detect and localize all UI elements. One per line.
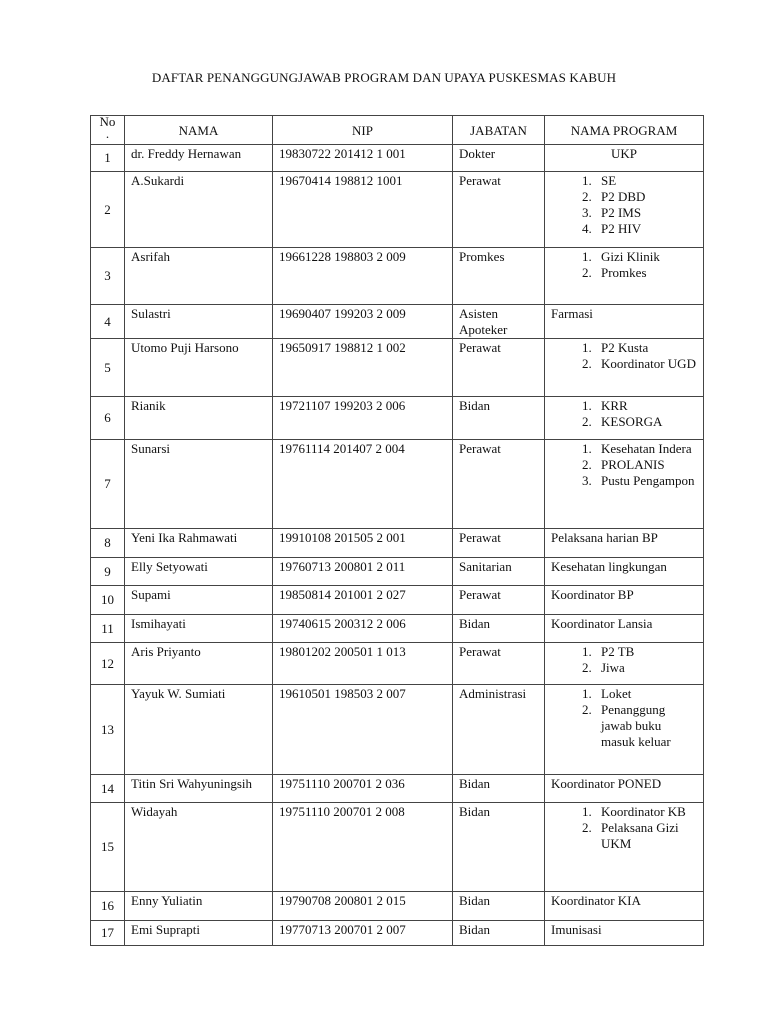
nip-cell: 19910108 201505 2 001	[273, 529, 453, 558]
row-number: 17	[91, 921, 125, 946]
program-list-item: 1. Kesehatan Indera	[595, 441, 697, 457]
row-number: 11	[91, 615, 125, 643]
name-cell: A.Sukardi	[125, 172, 273, 248]
header-nama: NAMA	[125, 116, 273, 145]
program-cell: Kesehatan lingkungan	[545, 558, 704, 586]
name-cell: Widayah	[125, 803, 273, 892]
program-cell: Koordinator Lansia	[545, 615, 704, 643]
nip-cell: 19670414 198812 1001	[273, 172, 453, 248]
nip-cell: 19740615 200312 2 006	[273, 615, 453, 643]
table-row	[91, 685, 704, 775]
nip-cell: 19850814 201001 2 027	[273, 586, 453, 615]
row-number: 6	[91, 397, 125, 440]
program-list-item: 2. Pelaksana Gizi UKM	[595, 820, 697, 852]
row-number: 2	[91, 172, 125, 248]
nip-cell: 19690407 199203 2 009	[273, 305, 453, 339]
row-number: 15	[91, 803, 125, 892]
position-cell: Perawat	[453, 643, 545, 685]
name-cell: Utomo Puji Harsono	[125, 339, 273, 397]
program-cell	[545, 643, 704, 685]
table-row	[91, 775, 704, 803]
nip-cell: 19761114 201407 2 004	[273, 440, 453, 529]
program-list	[551, 340, 697, 372]
header-no-dot: .	[105, 126, 110, 141]
document-title: DAFTAR PENANGGUNGJAWAB PROGRAM DAN UPAYA PUSKESMAS KABUH	[151, 70, 617, 85]
name-cell: Sulastri	[125, 305, 273, 339]
nip-cell: 19721107 199203 2 006	[273, 397, 453, 440]
program-list-item: 1. Loket	[595, 686, 697, 702]
position-cell: Dokter	[453, 145, 545, 172]
position-cell: Sanitarian	[453, 558, 545, 586]
program-list	[551, 398, 697, 430]
position-cell: Perawat	[453, 440, 545, 529]
program-list-item: 1. Koordinator KB	[595, 804, 697, 820]
table-row	[91, 397, 704, 440]
table-row	[91, 248, 704, 305]
position-cell: Bidan	[453, 803, 545, 892]
row-number: 5	[91, 339, 125, 397]
position-cell: Bidan	[453, 892, 545, 921]
nip-cell: 19790708 200801 2 015	[273, 892, 453, 921]
position-cell: Perawat	[453, 339, 545, 397]
program-list-item: 2. Koordinator UGD	[595, 356, 697, 372]
table-row	[91, 643, 704, 685]
program-list	[551, 173, 697, 237]
table-row	[91, 892, 704, 921]
program-list-item: 2. PROLANIS	[595, 457, 697, 473]
name-cell: Sunarsi	[125, 440, 273, 529]
program-list-item: 1. SE	[595, 173, 697, 189]
program-cell	[545, 803, 704, 892]
position-cell: Perawat	[453, 586, 545, 615]
program-cell	[545, 685, 704, 775]
program-cell: Imunisasi	[545, 921, 704, 946]
position-cell: Administrasi	[453, 685, 545, 775]
program-list	[551, 644, 697, 676]
row-number: 3	[91, 248, 125, 305]
row-number: 12	[91, 643, 125, 685]
row-number: 7	[91, 440, 125, 529]
name-cell: Yeni Ika Rahmawati	[125, 529, 273, 558]
row-number: 13	[91, 685, 125, 775]
position-cell: Perawat	[453, 529, 545, 558]
name-cell: Supami	[125, 586, 273, 615]
program-list-item: 2. Promkes	[595, 265, 697, 281]
position-cell: Bidan	[453, 615, 545, 643]
program-cell: Koordinator BP	[545, 586, 704, 615]
nip-cell: 19770713 200701 2 007	[273, 921, 453, 946]
table-header-row	[91, 116, 704, 145]
program-list	[551, 686, 697, 750]
position-cell: Promkes	[453, 248, 545, 305]
program-list-item: 2. Jiwa	[595, 660, 697, 676]
name-cell: Ismihayati	[125, 615, 273, 643]
program-cell: UKP	[545, 145, 704, 172]
program-list-item: 3. P2 IMS	[595, 205, 697, 221]
header-program: NAMA PROGRAM	[545, 116, 704, 145]
name-cell: Yayuk W. Sumiati	[125, 685, 273, 775]
row-number: 10	[91, 586, 125, 615]
program-cell: Farmasi	[545, 305, 704, 339]
program-cell	[545, 397, 704, 440]
program-cell: Koordinator KIA	[545, 892, 704, 921]
program-list-item: 4. P2 HIV	[595, 221, 697, 237]
nip-cell: 19801202 200501 1 013	[273, 643, 453, 685]
name-cell: Titin Sri Wahyuningsih	[125, 775, 273, 803]
table-row	[91, 558, 704, 586]
table-row	[91, 529, 704, 558]
program-list-item: 1. P2 Kusta	[595, 340, 697, 356]
position-cell: Bidan	[453, 397, 545, 440]
position-cell: Bidan	[453, 775, 545, 803]
table-row	[91, 305, 704, 339]
row-number: 4	[91, 305, 125, 339]
program-cell	[545, 339, 704, 397]
program-list	[551, 804, 697, 852]
program-list	[551, 249, 697, 281]
name-cell: Enny Yuliatin	[125, 892, 273, 921]
program-cell	[545, 248, 704, 305]
name-cell: dr. Freddy Hernawan	[125, 145, 273, 172]
table-row	[91, 586, 704, 615]
table-body	[91, 145, 704, 946]
table-row	[91, 803, 704, 892]
row-number: 9	[91, 558, 125, 586]
program-list-item: 2. Penanggung jawab buku masuk keluar	[595, 702, 697, 750]
name-cell: Rianik	[125, 397, 273, 440]
name-cell: Elly Setyowati	[125, 558, 273, 586]
position-cell: Bidan	[453, 921, 545, 946]
program-cell	[545, 440, 704, 529]
table-row	[91, 921, 704, 946]
position-cell: Asisten Apoteker	[453, 305, 545, 339]
table-row	[91, 172, 704, 248]
header-jabatan: JABATAN	[453, 116, 545, 145]
header-no	[91, 116, 125, 145]
program-table	[90, 115, 704, 946]
nip-cell: 19751110 200701 2 036	[273, 775, 453, 803]
header-nip: NIP	[273, 116, 453, 145]
header-no-label: No	[99, 114, 116, 129]
program-list	[551, 441, 697, 489]
row-number: 14	[91, 775, 125, 803]
table-row	[91, 145, 704, 172]
nip-cell: 19661228 198803 2 009	[273, 248, 453, 305]
program-list-item: 2. KESORGA	[595, 414, 697, 430]
nip-cell: 19610501 198503 2 007	[273, 685, 453, 775]
row-number: 8	[91, 529, 125, 558]
program-list-item: 1. P2 TB	[595, 644, 697, 660]
row-number: 1	[91, 145, 125, 172]
program-cell	[545, 172, 704, 248]
position-cell: Perawat	[453, 172, 545, 248]
row-number: 16	[91, 892, 125, 921]
nip-cell: 19830722 201412 1 001	[273, 145, 453, 172]
name-cell: Emi Suprapti	[125, 921, 273, 946]
program-cell: Pelaksana harian BP	[545, 529, 704, 558]
table-row	[91, 339, 704, 397]
table-row	[91, 615, 704, 643]
program-list-item: 2. P2 DBD	[595, 189, 697, 205]
name-cell: Asrifah	[125, 248, 273, 305]
nip-cell: 19751110 200701 2 008	[273, 803, 453, 892]
nip-cell: 19760713 200801 2 011	[273, 558, 453, 586]
nip-cell: 19650917 198812 1 002	[273, 339, 453, 397]
table-row	[91, 440, 704, 529]
program-list-item: 1. KRR	[595, 398, 697, 414]
program-list-item: 1. Gizi Klinik	[595, 249, 697, 265]
program-list-item: 3. Pustu Pengampon	[595, 473, 697, 489]
name-cell: Aris Priyanto	[125, 643, 273, 685]
program-cell: Koordinator PONED	[545, 775, 704, 803]
